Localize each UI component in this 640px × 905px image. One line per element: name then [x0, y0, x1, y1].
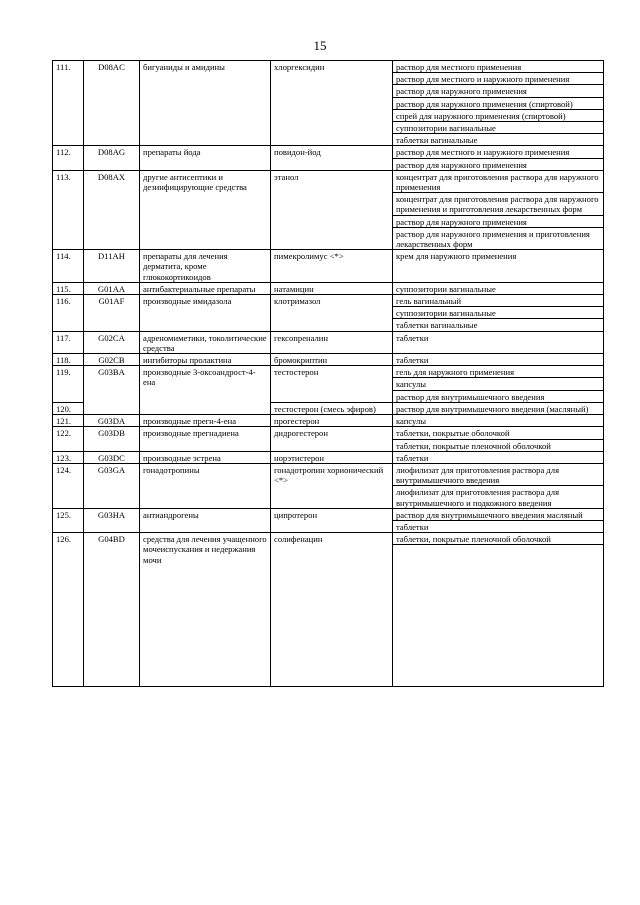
row-number: 114. — [53, 250, 84, 283]
drug-name: бромокриптин — [271, 354, 393, 366]
dosage-form: раствор для местного и наружного применения — [393, 146, 604, 158]
drug-name: ципротерон — [271, 508, 393, 532]
row-number: 121. — [53, 415, 84, 427]
dosage-form: концентрат для приготовления раствора для наружного применения и приготовления лекарственных форм — [393, 193, 604, 215]
dosage-form: раствор для внутримышечного введения (масляный) — [393, 402, 604, 414]
atc-code: G03DB — [84, 427, 140, 451]
pharmacological-group: бигуаниды и амидины — [140, 61, 271, 146]
dosage-form: гель вагинальный — [393, 295, 604, 307]
dosage-form-blank — [393, 545, 604, 687]
atc-code: G04BD — [84, 533, 140, 687]
row-number: 123. — [53, 451, 84, 463]
dosage-form: раствор для наружного применения — [393, 85, 604, 97]
dosage-form: суппозитории вагинальные — [393, 307, 604, 319]
pharmacological-group: производные имидазола — [140, 295, 271, 332]
pharmacological-group: препараты для лечения дерматита, кроме глюкокортикоидов — [140, 250, 271, 283]
dosage-form: лиофилизат для приготовления раствора для внутримышечного введения — [393, 463, 604, 485]
pharmacological-group: гонадотропины — [140, 463, 271, 508]
row-number: 112. — [53, 146, 84, 170]
dosage-form: раствор для наружного применения — [393, 215, 604, 227]
atc-code: D08AG — [84, 146, 140, 170]
table-row — [53, 508, 604, 520]
row-number: 119. — [53, 366, 84, 403]
row-number: 125. — [53, 508, 84, 532]
atc-code: D08AC — [84, 61, 140, 146]
dosage-form: таблетки вагинальные — [393, 319, 604, 331]
pharmacological-group: производные прегнадиена — [140, 427, 271, 451]
dosage-form: лиофилизат для приготовления раствора для внутримышечного и подкожного введения — [393, 486, 604, 508]
dosage-form: раствор для местного и наружного применения — [393, 73, 604, 85]
table-row — [53, 146, 604, 158]
dosage-form: капсулы — [393, 378, 604, 390]
row-number: 113. — [53, 170, 84, 249]
table-row — [53, 415, 604, 427]
drug-name: тестостерон — [271, 366, 393, 403]
drug-name: натамицин — [271, 282, 393, 294]
row-number: 118. — [53, 354, 84, 366]
drug-name: этанол — [271, 170, 393, 249]
row-number: 115. — [53, 282, 84, 294]
table-row — [53, 331, 604, 353]
drug-name: тестостерон (смесь эфиров) — [271, 402, 393, 414]
table-row — [53, 250, 604, 283]
atc-code: G01AA — [84, 282, 140, 294]
dosage-form: таблетки, покрытые пленочной оболочкой — [393, 439, 604, 451]
dosage-form: таблетки — [393, 520, 604, 532]
drug-name: хлоргексидин — [271, 61, 393, 146]
table-row — [53, 295, 604, 307]
table-row — [53, 354, 604, 366]
drug-name: дидрогестерон — [271, 427, 393, 451]
dosage-form: таблетки — [393, 451, 604, 463]
atc-code: G02CB — [84, 354, 140, 366]
atc-code: G03GA — [84, 463, 140, 508]
pharmacological-group: адреномиметики, токолитические средства — [140, 331, 271, 353]
table-row — [53, 427, 604, 439]
drug-name: пимекролимус <*> — [271, 250, 393, 283]
drug-name: повидон-йод — [271, 146, 393, 170]
drug-name: гонадотропин хорионический <*> — [271, 463, 393, 508]
pharmacological-group: антиандрогены — [140, 508, 271, 532]
atc-code: D11AH — [84, 250, 140, 283]
drug-name: прогестерон — [271, 415, 393, 427]
pharmacological-group: другие антисептики и дезинфицирующие средства — [140, 170, 271, 249]
dosage-form: раствор для внутримышечного введения масляный — [393, 508, 604, 520]
dosage-form: концентрат для приготовления раствора для наружного применения — [393, 170, 604, 192]
row-number: 120. — [53, 402, 84, 414]
dosage-form: раствор для наружного применения (спиртовой) — [393, 97, 604, 109]
atc-code: G03DA — [84, 415, 140, 427]
drug-name: гексопреналин — [271, 331, 393, 353]
atc-code: G03DC — [84, 451, 140, 463]
drug-table — [52, 60, 604, 687]
atc-code: G03HA — [84, 508, 140, 532]
dosage-form: крем для наружного применения — [393, 250, 604, 283]
dosage-form: раствор для наружного применения и приготовления лекарственных форм — [393, 227, 604, 249]
row-number: 111. — [53, 61, 84, 146]
atc-code: D08AX — [84, 170, 140, 249]
pharmacological-group: препараты йода — [140, 146, 271, 170]
pharmacological-group: антибактериальные препараты — [140, 282, 271, 294]
pharmacological-group: производные эстрена — [140, 451, 271, 463]
atc-code: G02CA — [84, 331, 140, 353]
row-number: 117. — [53, 331, 84, 353]
dosage-form: раствор для местного применения — [393, 61, 604, 73]
table-row — [53, 366, 604, 378]
dosage-form: таблетки — [393, 331, 604, 353]
dosage-form: таблетки, покрытые пленочной оболочкой — [393, 533, 604, 545]
drug-name: норэтистерон — [271, 451, 393, 463]
table-row — [53, 61, 604, 73]
row-number: 126. — [53, 533, 84, 687]
dosage-form: таблетки — [393, 354, 604, 366]
dosage-form: суппозитории вагинальные — [393, 122, 604, 134]
page-number: 15 — [313, 38, 327, 53]
dosage-form: таблетки вагинальные — [393, 134, 604, 146]
drug-name: клотримазол — [271, 295, 393, 332]
table-row — [53, 463, 604, 485]
pharmacological-group: средства для лечения учащенного мочеиспускания и недержания мочи — [140, 533, 271, 687]
table-row — [53, 282, 604, 294]
dosage-form: суппозитории вагинальные — [393, 282, 604, 294]
row-number: 122. — [53, 427, 84, 451]
row-number: 124. — [53, 463, 84, 508]
dosage-form: раствор для наружного применения — [393, 158, 604, 170]
drug-name: солифенацин — [271, 533, 393, 687]
table-row — [53, 170, 604, 192]
dosage-form: гель для наружного применения — [393, 366, 604, 378]
drug-table-body — [53, 61, 604, 687]
table-row — [53, 451, 604, 463]
dosage-form: таблетки, покрытые оболочкой — [393, 427, 604, 439]
dosage-form: раствор для внутримышечного введения — [393, 390, 604, 402]
atc-code: G01AF — [84, 295, 140, 332]
dosage-form: капсулы — [393, 415, 604, 427]
table-row — [53, 533, 604, 545]
dosage-form: спрей для наружного применения (спиртовой) — [393, 109, 604, 121]
atc-code: G03BA — [84, 366, 140, 415]
pharmacological-group: производные 3-оксоандрост-4-ена — [140, 366, 271, 415]
pharmacological-group: производные прегн-4-ена — [140, 415, 271, 427]
pharmacological-group: ингибиторы пролактина — [140, 354, 271, 366]
row-number: 116. — [53, 295, 84, 332]
